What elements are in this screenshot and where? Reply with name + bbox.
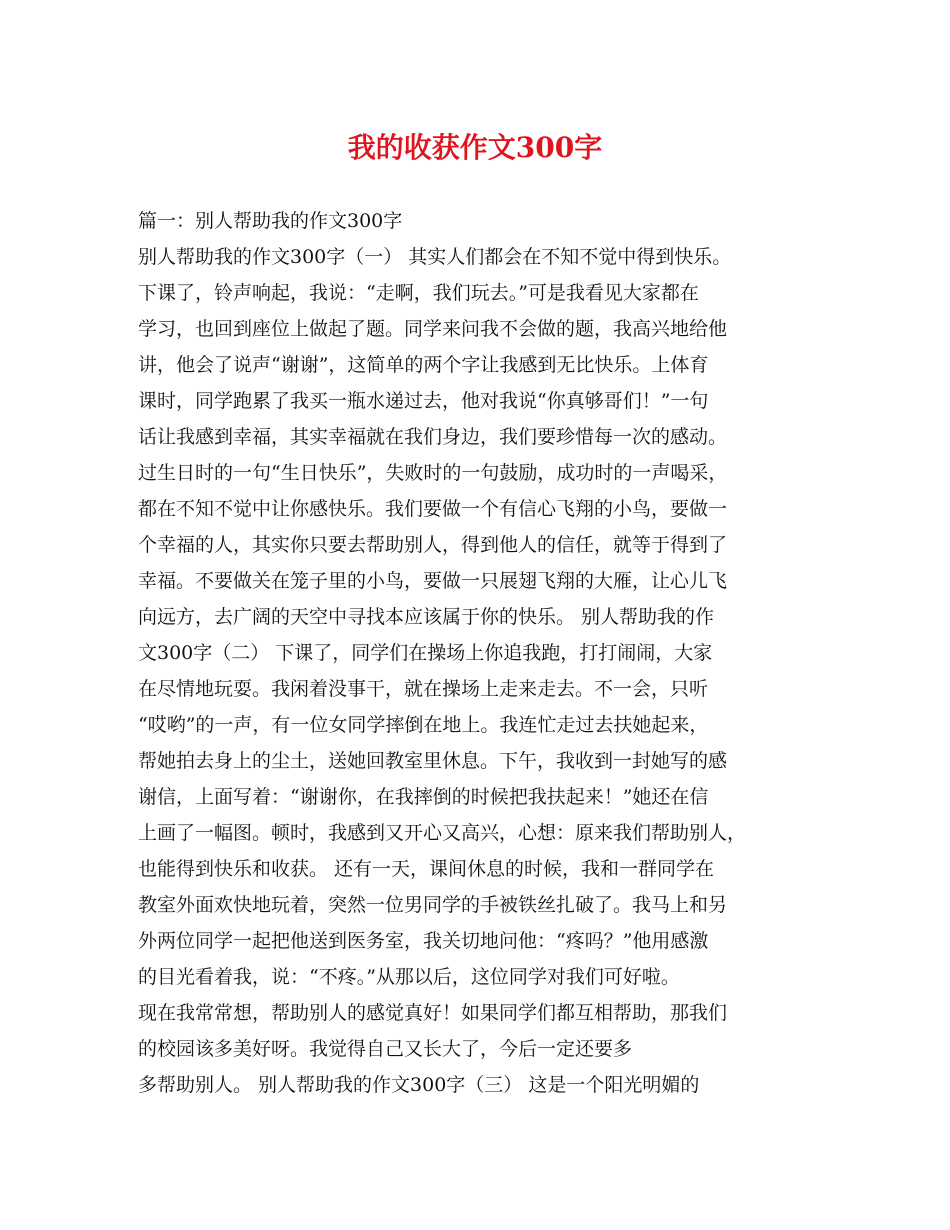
text-line: 也能得到快乐和收获。 还有一天，课间休息的时候，我和一群同学在 [138, 858, 715, 880]
document-title: 我的收获作文300字 [347, 131, 603, 164]
text-line: 篇一：别人帮助我的作文300字 [138, 210, 403, 232]
text-line: 学习，也回到座位上做起了题。同学来问我不会做的题，我高兴地给他 [138, 318, 728, 340]
text-line: 都在不知不觉中让你感快乐。我们要做一个有信心飞翔的小鸟，要做一 [138, 498, 728, 520]
text-line: 在尽情地玩耍。我闲着没事干，就在操场上走来走去。不一会，只听 [138, 678, 709, 700]
text-line: 外两位同学一起把他送到医务室，我关切地问他：“疼吗？”他用感激 [138, 930, 709, 952]
text-line: 个幸福的人，其实你只要去帮助别人，得到他人的信任，就等于得到了 [138, 534, 728, 556]
text-line: 的目光看着我，说：“不疼。”从那以后，这位同学对我们可好啦。 [138, 966, 680, 988]
text-line: 向远方，去广阔的天空中寻找本应该属于你的快乐。 别人帮助我的作 [138, 606, 715, 628]
text-line: 别人帮助我的作文300字（一） 其实人们都会在不知不觉中得到快乐。 [138, 246, 732, 268]
text-line: “哎哟”的一声，有一位女同学摔倒在地上。我连忙走过去扶她起来， [138, 714, 709, 736]
text-line: 讲，他会了说声“谢谢”，这简单的两个字让我感到无比快乐。上体育 [138, 354, 709, 376]
text-line: 上画了一幅图。顿时，我感到又开心又高兴，心想：原来我们帮助别人， [138, 822, 747, 844]
text-line: 话让我感到幸福，其实幸福就在我们身边，我们要珍惜每一次的感动。 [138, 426, 728, 448]
text-line: 教室外面欢快地玩着，突然一位男同学的手被铁丝扎破了。我马上和另 [138, 894, 728, 916]
text-line: 的校园该多美好呀。我觉得自己又长大了，今后一定还要多 [138, 1038, 633, 1060]
document-body [138, 203, 828, 1103]
text-line: 现在我常常想，帮助别人的感觉真好！如果同学们都互相帮助，那我们 [138, 1002, 728, 1024]
text-line: 幸福。不要做关在笼子里的小鸟，要做一只展翅飞翔的大雁，让心儿飞 [138, 570, 728, 592]
text-line: 文300字（二） 下课了，同学们在操场上你追我跑，打打闹闹，大家 [138, 642, 713, 664]
text-line: 帮她拍去身上的尘土，送她回教室里休息。下午，我收到一封她写的感 [138, 750, 728, 772]
text-line: 过生日时的一句“生日快乐”，失败时的一句鼓励，成功时的一声喝采， [138, 462, 728, 484]
text-line: 多帮助别人。 别人帮助我的作文300字（三） 这是一个阳光明媚的 [138, 1074, 700, 1096]
text-line: 下课了，铃声响起，我说：“走啊，我们玩去。”可是我看见大家都在 [138, 282, 699, 304]
text-line: 谢信，上面写着：“谢谢你，在我摔倒的时候把我扶起来！”她还在信 [138, 786, 709, 808]
text-line: 课时，同学跑累了我买一瓶水递过去，他对我说“你真够哥们！”一句 [138, 390, 709, 412]
